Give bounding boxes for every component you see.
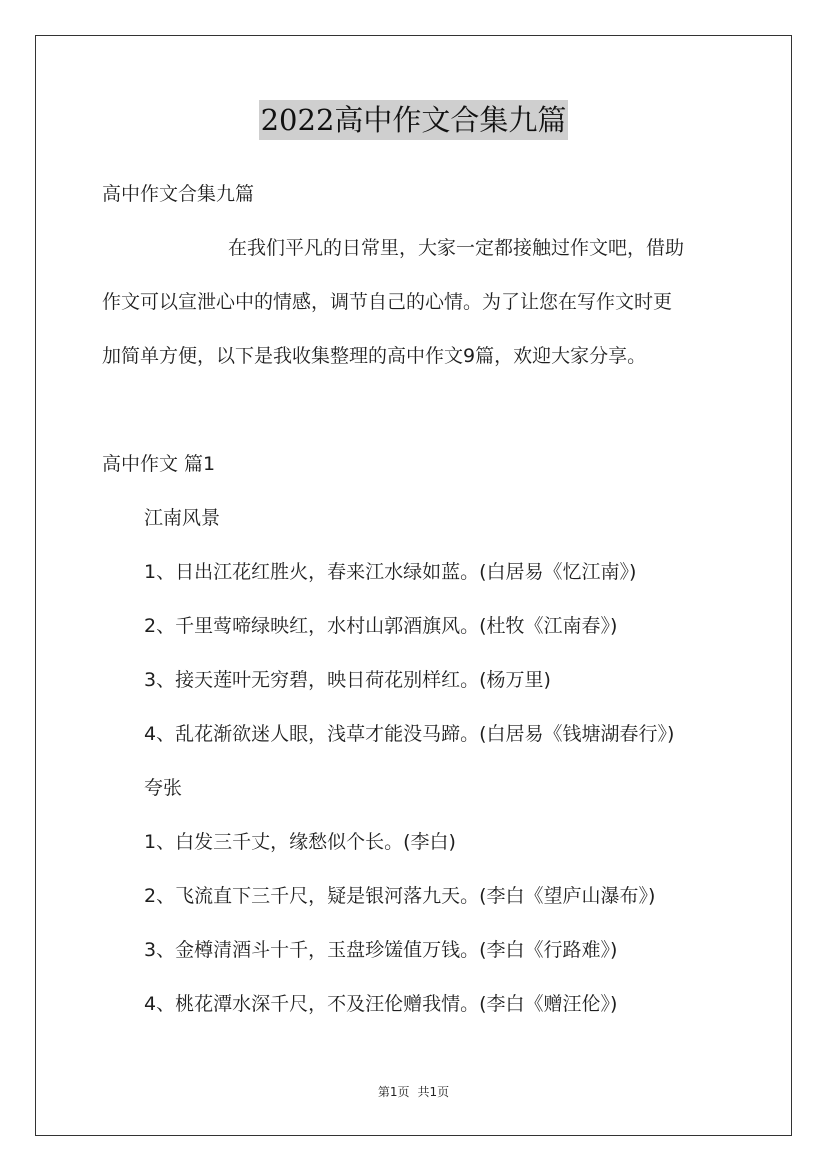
group1-item: 3、接天莲叶无穷碧，映日荷花别样红。(杨万里) — [144, 669, 551, 691]
document-title: 2022高中作文合集九篇 — [259, 100, 569, 140]
page-total: 共1页 — [417, 1085, 450, 1099]
group2-item: 3、金樽清酒斗十千，玉盘珍馐值万钱。(李白《行路难》) — [144, 939, 618, 961]
intro-line-1: 在我们平凡的日常里，大家一定都接触过作文吧，借助 — [228, 237, 685, 259]
section-heading: 高中作文 篇1 — [102, 453, 216, 475]
group2-title: 夸张 — [144, 777, 183, 799]
group2-item: 1、白发三千丈，缘愁似个长。(李白) — [144, 831, 456, 853]
group2-item: 2、飞流直下三千尺，疑是银河落九天。(李白《望庐山瀑布》) — [144, 885, 656, 907]
page-footer — [0, 1083, 827, 1100]
group1-title: 江南风景 — [144, 507, 221, 529]
title-container — [0, 100, 827, 140]
group2-item: 4、桃花潭水深千尺，不及汪伦赠我情。(李白《赠汪伦》) — [144, 993, 618, 1015]
group1-item: 2、千里莺啼绿映红，水村山郭酒旗风。(杜牧《江南春》) — [144, 615, 618, 637]
page-number: 第1页 — [377, 1085, 410, 1099]
group1-item: 1、日出江花红胜火，春来江水绿如蓝。(白居易《忆江南》) — [144, 561, 637, 583]
intro-line-3: 加简单方便，以下是我收集整理的高中作文9篇，欢迎大家分享。 — [102, 345, 647, 367]
document-subtitle: 高中作文合集九篇 — [102, 183, 255, 205]
group1-item: 4、乱花渐欲迷人眼，浅草才能没马蹄。(白居易《钱塘湖春行》) — [144, 723, 675, 745]
intro-line-2: 作文可以宣泄心中的情感，调节自己的心情。为了让您在写作文时更 — [102, 291, 673, 313]
